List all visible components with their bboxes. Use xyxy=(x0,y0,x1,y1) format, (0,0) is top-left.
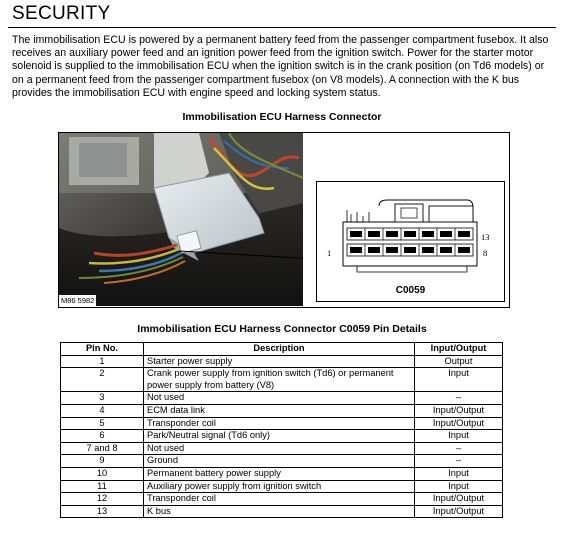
table-row xyxy=(61,493,503,506)
pin-description: Starter power supply xyxy=(144,355,415,368)
pin-description: Not used xyxy=(144,442,415,455)
table-row xyxy=(61,404,503,417)
pin-description: Not used xyxy=(144,392,415,405)
pin-direction: – xyxy=(415,392,503,405)
header-pin-no: Pin No. xyxy=(61,343,144,356)
pin-number: 1 xyxy=(61,355,144,368)
table-row xyxy=(61,392,503,405)
pin-description: Crank power supply from ignition switch (Td6) or permanent power supply from battery (V8) xyxy=(144,368,415,392)
pin-description: Transponder coil xyxy=(144,417,415,430)
pin-description: K bus xyxy=(144,505,415,518)
pin-label-1: 1 xyxy=(327,248,332,258)
pin-direction: Output xyxy=(415,355,503,368)
pin-direction: Input/Output xyxy=(415,404,503,417)
pin-description: Ground xyxy=(144,455,415,468)
pin-number: 10 xyxy=(61,467,144,480)
pin-direction: Input xyxy=(415,368,503,392)
table-header-row xyxy=(61,343,503,356)
pin-direction: Input xyxy=(415,467,503,480)
table-row xyxy=(61,430,503,443)
table-row xyxy=(61,355,503,368)
connector-figure xyxy=(58,132,510,308)
table-row xyxy=(61,368,503,392)
pin-direction: Input/Output xyxy=(415,417,503,430)
pin-number: 7 and 8 xyxy=(61,442,144,455)
photo-reference-code: M86 5982 xyxy=(61,296,95,305)
pin-direction: Input/Output xyxy=(415,493,503,506)
pin-direction: Input xyxy=(415,480,503,493)
table-row xyxy=(61,467,503,480)
table-caption: Immobilisation ECU Harness Connector C0059 Pin Details xyxy=(137,323,427,335)
pin-description: Park/Neutral signal (Td6 only) xyxy=(144,430,415,443)
pin-direction: Input xyxy=(415,430,503,443)
pin-number: 13 xyxy=(61,505,144,518)
connector-id: C0059 xyxy=(395,285,426,296)
table-row xyxy=(61,455,503,468)
pin-number: 4 xyxy=(61,404,144,417)
connector-c0059-drawing xyxy=(317,182,504,282)
figure-caption: Immobilisation ECU Harness Connector xyxy=(182,111,382,123)
ecu-photo xyxy=(59,133,303,306)
pin-description: ECM data link xyxy=(144,404,415,417)
pin-details-table xyxy=(60,342,503,518)
pin-label-8: 8 xyxy=(483,248,488,258)
table-row xyxy=(61,442,503,455)
pin-number: 11 xyxy=(61,480,144,493)
pin-direction: Input/Output xyxy=(415,505,503,518)
pin-number: 6 xyxy=(61,430,144,443)
pin-number: 2 xyxy=(61,368,144,392)
ecu-photo-illustration xyxy=(59,133,303,306)
pin-number: 9 xyxy=(61,455,144,468)
intro-paragraph: The immobilisation ECU is powered by a permanent battery feed from the passenger compartment fusebox. It also receives an auxiliary power feed and an ignition power feed from the ignition switch. Power for the starter motor solenoid is supplied to the immobilisation ECU when the ignition switch is in the crank position (on Td6 models) or on a permanent feed from the passenger compartment fusebox (on V8 models). A connection with the K bus provides the immobilisation ECU with engine speed and locking system status. xyxy=(12,34,549,99)
header-input-output: Input/Output xyxy=(415,343,503,356)
table-row xyxy=(61,480,503,493)
pin-description: Transponder coil xyxy=(144,493,415,506)
table-row xyxy=(61,417,503,430)
section-title: SECURITY xyxy=(12,3,111,24)
pin-number: 3 xyxy=(61,392,144,405)
pin-description: Auxiliary power supply from ignition switch xyxy=(144,480,415,493)
pin-direction: – xyxy=(415,442,503,455)
pin-description: Permanent battery power supply xyxy=(144,467,415,480)
pin-number: 5 xyxy=(61,417,144,430)
pin-number: 12 xyxy=(61,493,144,506)
header-description: Description xyxy=(144,343,415,356)
pin-direction: – xyxy=(415,455,503,468)
title-divider xyxy=(8,27,556,28)
connector-diagram xyxy=(316,181,505,302)
pin-label-13: 13 xyxy=(481,232,490,242)
table-row xyxy=(61,505,503,518)
